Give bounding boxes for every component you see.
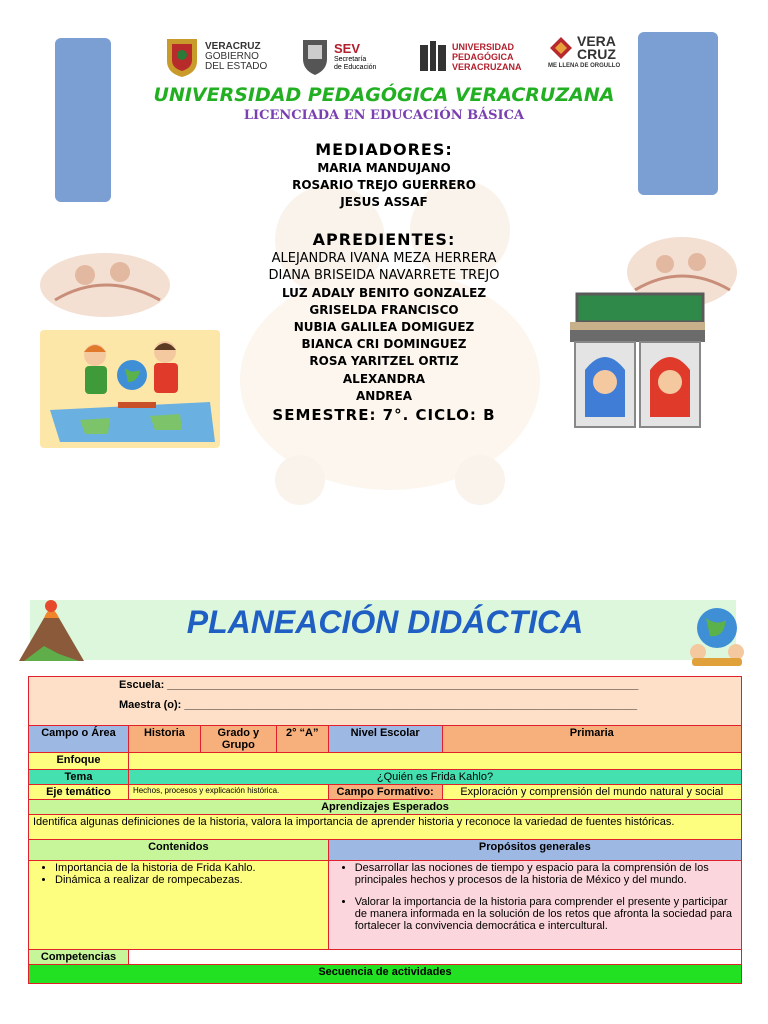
university-title: UNIVERSIDAD PEDAGÓGICA VERACRUZANA [153,84,615,106]
learner-name: LUZ ADALY BENITO GONZALEZ [281,286,487,300]
volcano-icon [14,596,89,666]
propositos-cell [328,861,741,950]
logo-line: PEDAGÓGICA [452,52,514,62]
learner-name: ROSA YARITZEL ORTIZ [309,354,459,368]
table-row [29,950,742,965]
logo-line: GOBIERNO [205,51,259,62]
learner-name: ALEXANDRA [342,372,426,386]
mediator-name: JESUS ASSAF [340,195,428,209]
nivel-value: Primaria [442,726,741,753]
grado-label: Grado y Grupo [200,726,276,753]
propositos-list [333,862,737,932]
mediator-name: MARIA MANDUJANO [317,161,451,175]
eje-label: Eje temático [29,785,129,800]
table-row [29,815,742,840]
campo-area-label: Campo o Área [29,726,129,753]
secuencia-label: Secuencia de actividades [29,965,742,984]
campo-formativo-label: Campo Formativo: [328,785,442,800]
sev-logo [300,35,376,79]
planning-table [28,676,742,984]
children-globe-illustration [40,330,220,448]
coat-of-arms-icon [163,35,201,79]
veracruz-brand-logo [548,35,620,79]
competencias-label: Competencias [29,950,129,965]
upv-figure-icon [416,39,448,75]
mediator-name: ROSARIO TREJO GUERRERO [292,178,476,192]
logo-line: VERACRUZ [205,41,261,52]
list-item: • Dinámica a realizar de rompecabezas. [55,874,324,886]
enfoque-label: Enfoque [29,753,129,770]
sev-sub: Secretaría [334,56,367,63]
learner-name: DIANA BRISEIDA NAVARRETE TREJO [268,268,500,283]
table-row [29,861,742,950]
learner-name: BIANCA CRI DOMINGUEZ [301,337,467,351]
competencias-value [128,950,741,965]
table-row [29,677,742,726]
tema-value: ¿Quién es Frida Kahlo? [128,770,741,785]
contenidos-list [33,862,324,886]
veracruz-gobierno-logo [163,35,267,79]
learner-name: ANDREA [355,389,412,403]
sev-sub: de Educación [334,64,377,71]
learner-name: NUBIA GALILEA DOMIGUEZ [293,320,475,334]
table-row [29,800,742,815]
plan-title: PLANEACIÓN DIDÁCTICA [186,604,584,640]
escuela-field: Escuela: _____________________________________________________________________________ [119,679,639,691]
learner-name: ALEJANDRA IVANA MEZA HERRERA [271,251,497,266]
table-row [29,785,742,800]
table-row [29,753,742,770]
tema-label: Tema [29,770,129,785]
upv-logo [416,35,522,79]
table-row [29,840,742,861]
campo-area-value: Historia [128,726,200,753]
brand-tagline: ME LLENA DE ORGULLO [548,63,621,69]
children-sketch-left [35,240,175,320]
list-item: • Valorar la importancia de la historia para comprender el presente y participar de manera informada en la solución de los retos que afronta la sociedad para fortalecer la convivencia democrática e intercultural. [355,896,737,932]
aprendizajes-label: Aprendizajes Esperados [29,800,742,815]
mediators-heading: MEDIADORES: [315,140,453,159]
program-title: LICENCIADA EN EDUCACIÓN BÁSICA [243,108,525,123]
grado-value: 2° “A” [276,726,328,753]
aprendizajes-value: Identifica algunas definiciones de la historia, valora la importancia de aprender historia y reconoce la variedad de fuentes históricas. [29,815,742,840]
table-row [29,770,742,785]
nivel-label: Nivel Escolar [328,726,442,753]
list-item: • Desarrollar las nociones de tiempo y espacio para la comprensión de los principales hechos y procesos de la historia de México y del mundo. [355,862,737,886]
learner-name: GRISELDA FRANCISCO [309,303,459,317]
brand-line: VERA [577,33,616,49]
sev-shield-icon [300,37,330,77]
table-row [29,726,742,753]
learners-heading: APREDIENTES: [312,230,456,249]
list-item: • Importancia de la historia de Frida Kahlo. [55,862,324,874]
veracruz-pattern-icon [548,35,574,61]
contenidos-label: Contenidos [29,840,329,861]
propositos-label: Propósitos generales [328,840,741,861]
enfoque-value [128,753,741,770]
eje-value: Hechos, procesos y explicación histórica. [128,785,328,800]
sev-title: SEV [334,41,361,56]
maestra-field: Maestra (o): __________________________________________________________________________ [119,699,638,711]
table-row [29,965,742,984]
contenidos-cell [29,861,329,950]
campo-formativo-value: Exploración y comprensión del mundo natural y social [442,785,741,800]
logo-line: DEL ESTADO [205,61,268,72]
logo-line: VERACRUZANA [452,62,522,72]
children-under-desk-illustration [565,292,710,432]
logo-line: UNIVERSIDAD [452,42,515,52]
kids-globe-icon [686,600,748,668]
semester-cycle: SEMESTRE: 7°. CICLO: B [272,406,496,424]
brand-line: CRUZ [577,46,616,62]
